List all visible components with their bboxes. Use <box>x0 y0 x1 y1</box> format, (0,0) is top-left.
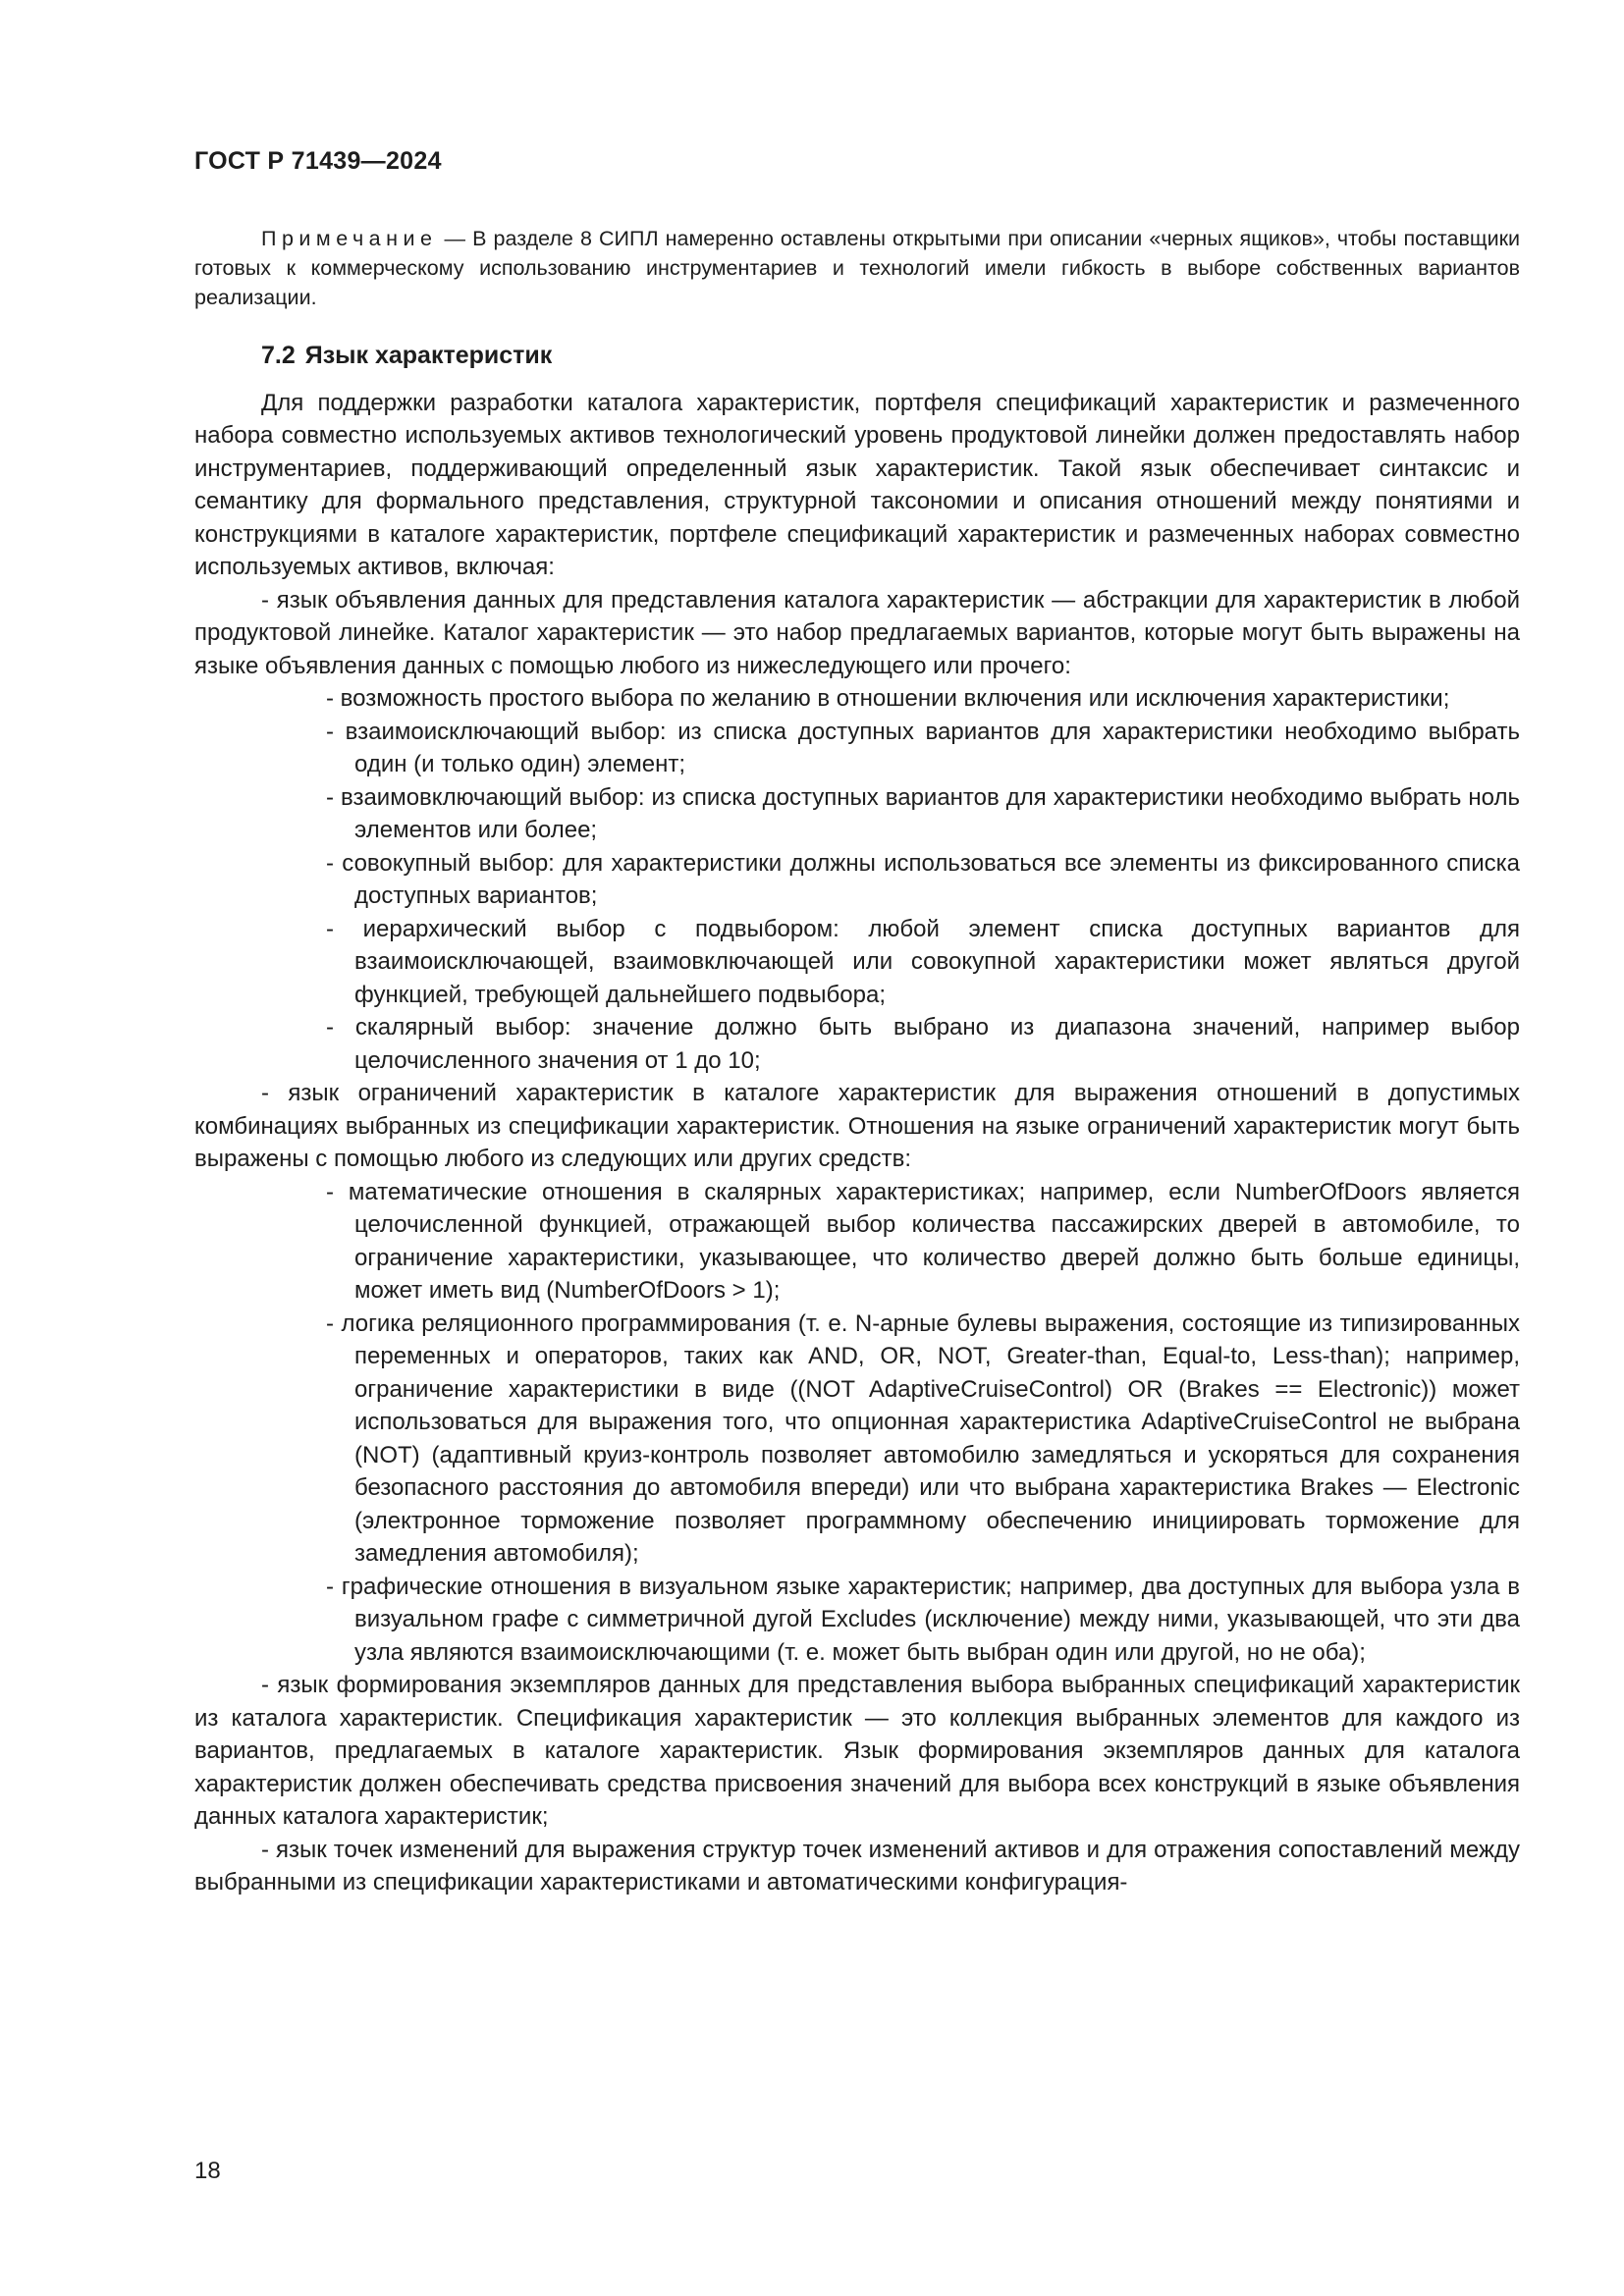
list-subitem: - математические отношения в скалярных характеристиках; например, если NumberOfDoors является целочисленной функцией, отражающей выбор количества пассажирских дверей в автомобиле, то ограничение характеристики, указывающее, что количество дверей должно быть больше единицы, может иметь вид (NumberOfDoors > 1); <box>326 1178 1520 1304</box>
list-item-constraint-language: - язык ограничений характеристик в каталоге характеристик для выражения отношений в допустимых комбинациях выбранных из спецификации характеристик. Отношения на языке ограничений характеристик могут быть выражены с помощью любого из следующих или других средств: <box>194 1080 1520 1172</box>
list-subitem: - взаимовключающий выбор: из списка доступных вариантов для характеристики необходимо выбрать ноль элементов или более; <box>326 783 1520 843</box>
list-subitem: - совокупный выбор: для характеристики должны использоваться все элементы из фиксированного списка доступных вариантов; <box>326 849 1520 909</box>
list-subitem: - иерархический выбор с подвыбором: любой элемент списка доступных вариантов для взаимоисключающей, взаимовключающей или совокупной характеристики может являться другой функцией, требующей дальнейшего подвыбора; <box>326 915 1520 1008</box>
list-subitem: - возможность простого выбора по желанию в отношении включения или исключения характеристики; <box>326 685 1450 712</box>
list-item-variation-point-language: - язык точек изменений для выражения структур точек изменений активов и для отражения сопоставлений между выбранными из спецификации характеристиками и автоматическими конфигурация- <box>194 1836 1520 1896</box>
section-heading <box>261 340 1520 373</box>
list-subitem: - взаимоисключающий выбор: из списка доступных вариантов для характеристики необходимо выбрать один (и только один) элемент; <box>326 718 1520 777</box>
section-number: 7.2 <box>261 342 296 369</box>
page-content <box>194 224 1520 1899</box>
page-number: 18 <box>194 2158 221 2184</box>
note-label: Примечание <box>261 227 438 250</box>
list-item-data-declaration-language: - язык объявления данных для представления каталога характеристик — абстракции для характеристик в любой продуктовой линейке. Каталог характеристик — это набор предлагаемых вариантов, которые могут быть выражены на языке объявления данных с помощью любого из нижеследующего или прочего: <box>194 586 1520 679</box>
list-item-instantiation-language: - язык формирования экземпляров данных для представления выбора выбранных спецификаций характеристик из каталога характеристик. Спецификация характеристик — это коллекция выбранных элементов для каждого из вариантов, предлагаемых в каталоге характеристик. Язык формирования экземпляров данных для каталога характеристик должен обеспечивать средства присвоения значений для выбора всех конструкций в языке объявления данных каталога характеристик; <box>194 1672 1520 1830</box>
list-subitem: - графические отношения в визуальном языке характеристик; например, два доступных для выбора узла в визуальном графе с симметричной дугой Excludes (исключение) между ними, указывающей, что эти два узла являются взаимоисключающими (т. е. может быть выбран один или другой, но не оба); <box>326 1573 1520 1666</box>
section-title: Язык характеристик <box>304 342 553 369</box>
list-subitem: - скалярный выбор: значение должно быть выбрано из диапазона значений, например выбор целочисленного значения от 1 до 10; <box>326 1014 1520 1074</box>
note-paragraph <box>194 224 1520 312</box>
note-text: — В разделе 8 СИПЛ намеренно оставлены открытыми при описании «черных ящиков», чтобы поставщики готовых к коммерческому использованию инструментариев и технологий имели гибкость в выборе собственных вариантов реализации. <box>194 227 1520 309</box>
standard-code-header: ГОСТ Р 71439—2024 <box>194 147 442 175</box>
intro-paragraph: Для поддержки разработки каталога характеристик, портфеля спецификаций характеристик и размеченного набора совместно используемых активов технологический уровень продуктовой линейки должен предоставлять набор инструментариев, поддерживающий определенный язык характеристик. Такой язык обеспечивает синтаксис и семантику для формального представления, структурной таксономии и описания отношений между понятиями и конструкциями в каталоге характеристик, портфеле спецификаций характеристик и размеченных наборах совместно используемых активов, включая: <box>194 389 1520 580</box>
list-subitem: - логика реляционного программирования (т. е. N-арные булевы выражения, состоящие из типизированных переменных и операторов, таких как AND, OR, NOT, Greater-than, Equal-to, Less-than); например, ограничение характеристики в виде ((NOT AdaptiveCruiseControl) OR (Brakes == Electronic)) может использоваться для выражения того, что опционная характеристика AdaptiveCruiseControl не выбрана (NOT) (адаптивный круиз-контроль позволяет автомобилю замедляться и ускоряться для сохранения безопасного расстояния до автомобиля впереди) или что выбрана характеристика Brakes — Electronic (электронное торможение позволяет программному обеспечению инициировать торможение для замедления автомобиля); <box>326 1309 1520 1567</box>
